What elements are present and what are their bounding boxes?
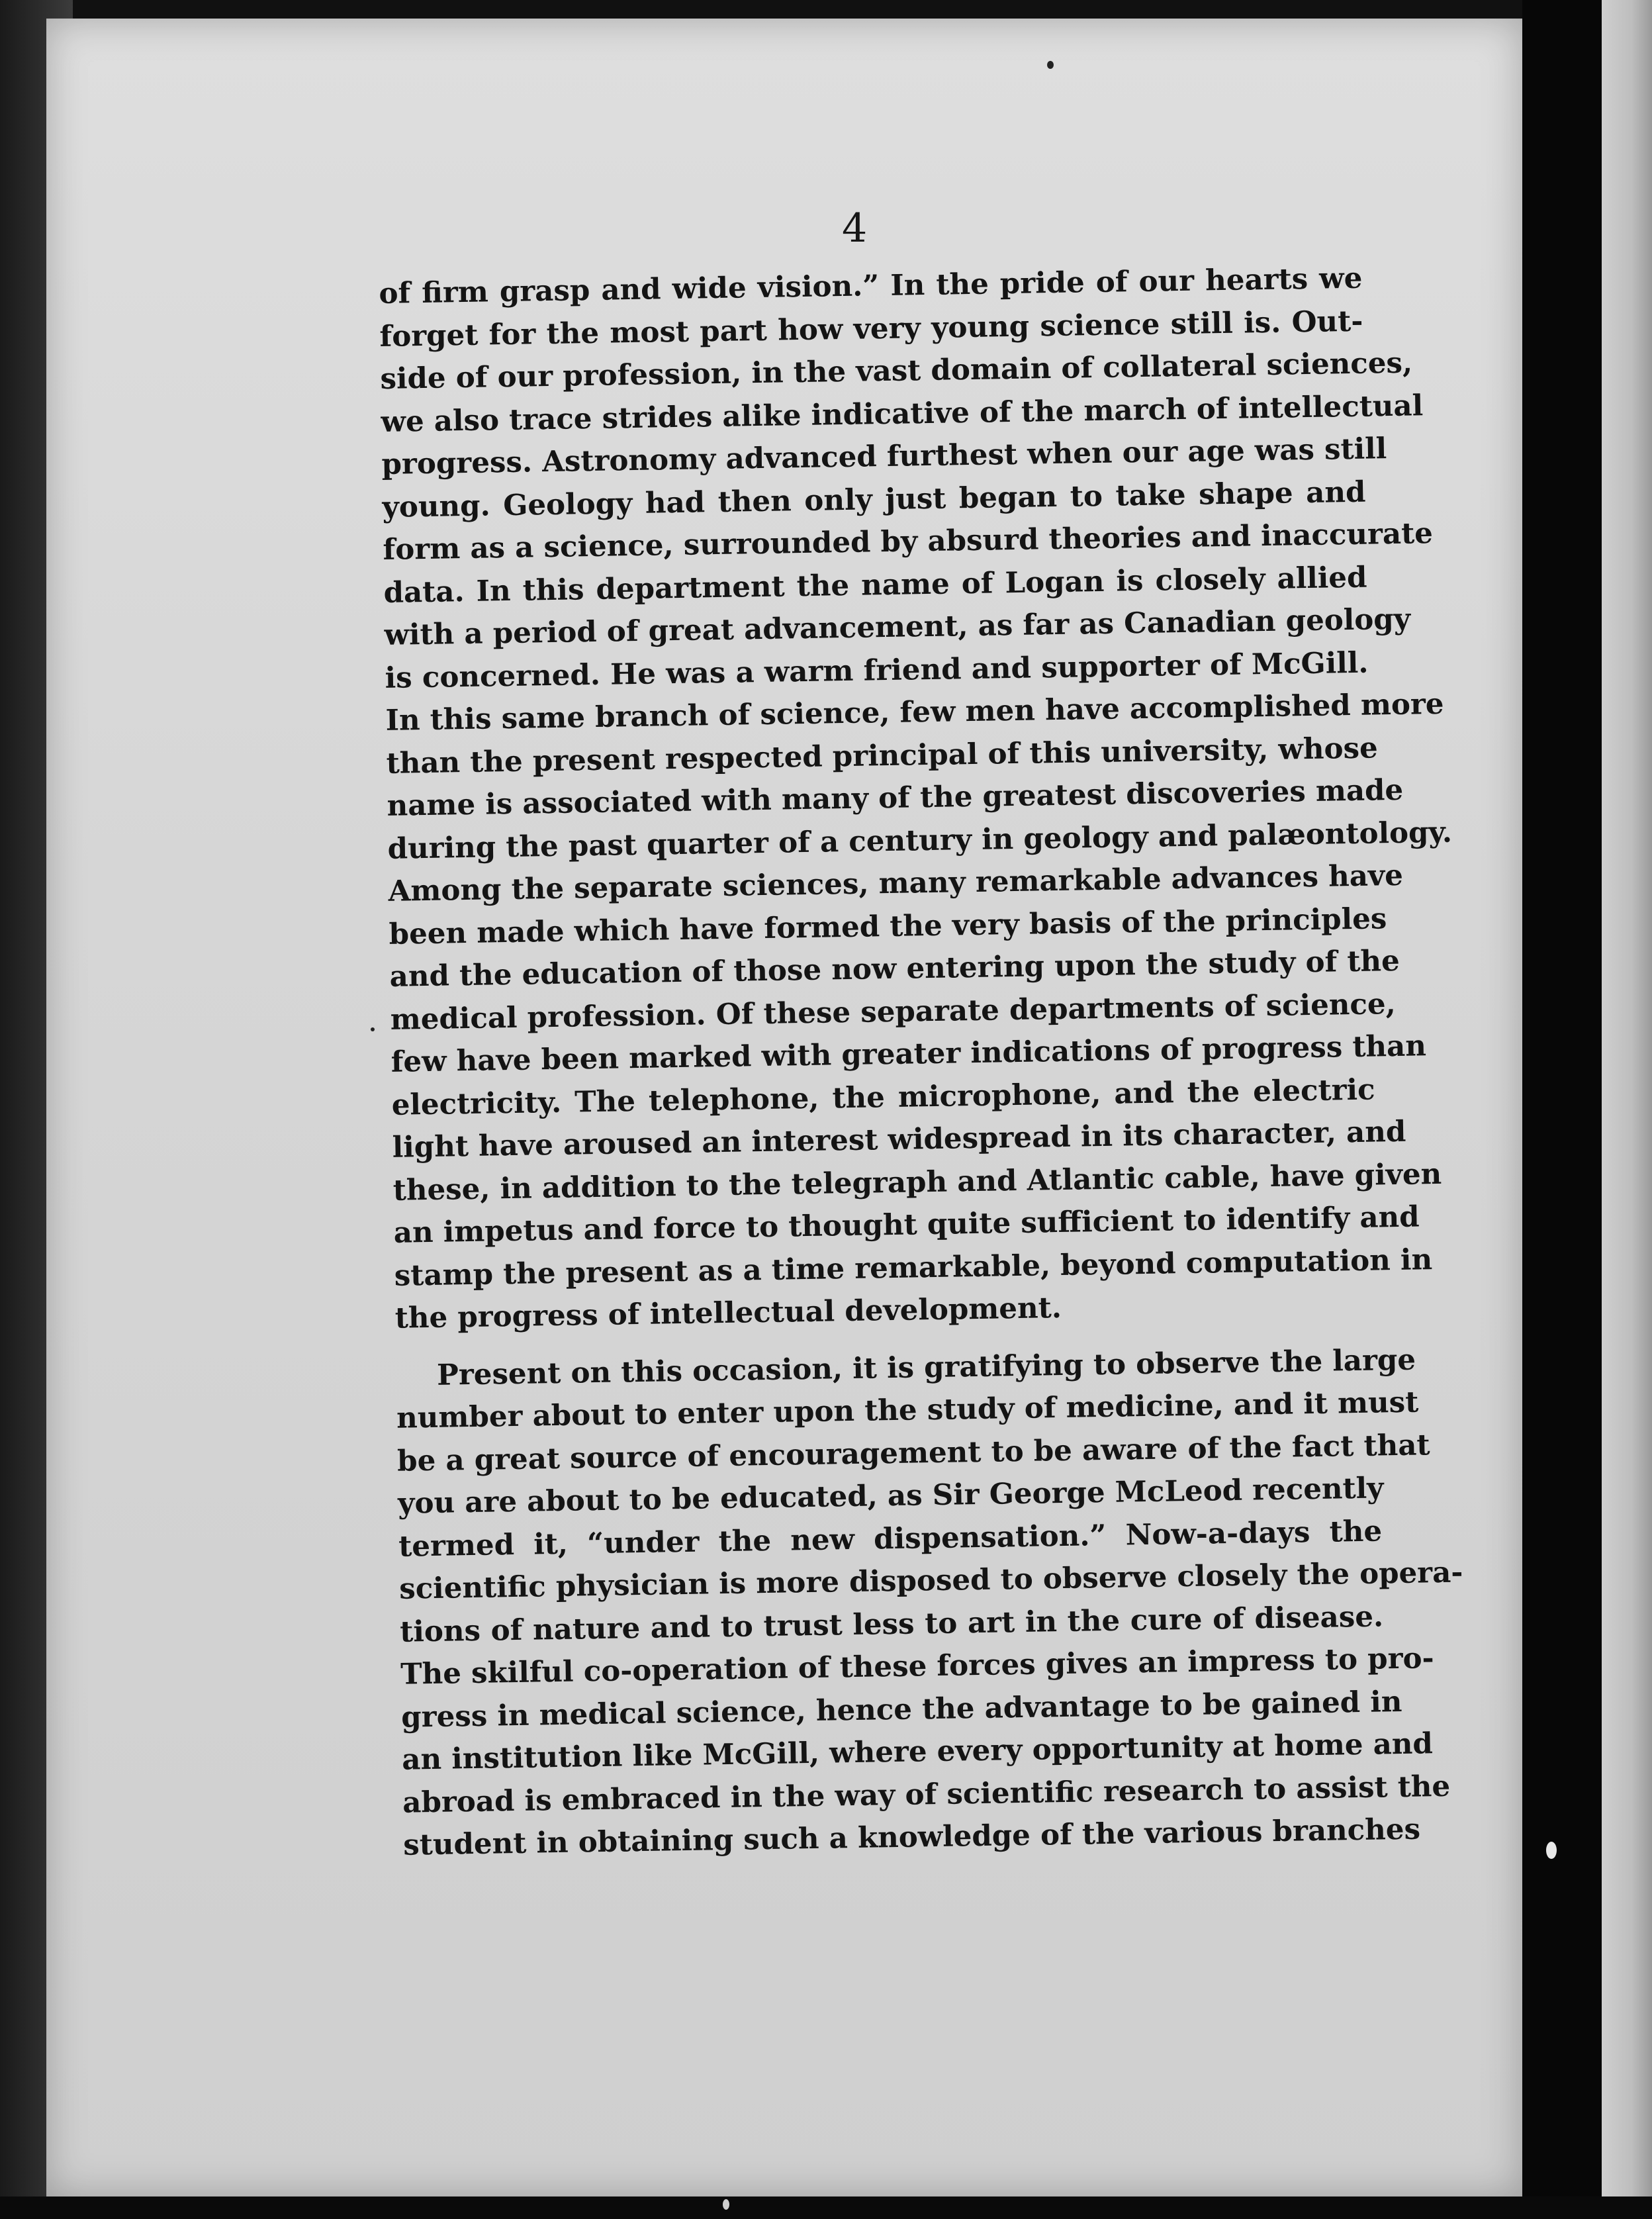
- text-line: gress in medical science, hence the advantage to be gained in: [400, 1684, 1402, 1734]
- text-line: is concerned. He was a warm friend and supporter of McGill.: [385, 645, 1369, 695]
- text-line: termed it, “under the new dispensation.” Now-a-days the: [398, 1513, 1383, 1564]
- text-line: with a period of great advancement, as far as Canadian geology: [384, 602, 1411, 652]
- text-line: forget for the most part how very young science still is. Out-: [379, 304, 1363, 354]
- text-line: been made which have formed the very basis of the principles: [389, 901, 1387, 951]
- ink-speck: [371, 1027, 375, 1031]
- paragraph-2: [396, 1339, 1463, 1867]
- text-line: young. Geology had then only just began to take shape and: [382, 475, 1366, 524]
- text-line: student in obtaining such a knowledge of the various branches: [402, 1812, 1421, 1862]
- text-line: abroad is embraced in the way of scientific research to assist the: [402, 1769, 1451, 1820]
- body-text: [379, 258, 1463, 1867]
- text-line: form as a science, surrounded by absurd theories and inaccurate: [383, 516, 1434, 567]
- ink-speck: [723, 2199, 729, 2210]
- text-line: scientific physician is more disposed to observe closely the opera-: [398, 1555, 1463, 1606]
- text-line: these, in addition to the telegraph and Atlantic cable, have given: [392, 1157, 1442, 1207]
- text-line: and the education of those now entering upon the study of the: [389, 943, 1400, 994]
- scan-bottom-border: [0, 2196, 1652, 2219]
- text-line: In this same branch of science, few men have accomplished more: [385, 686, 1444, 737]
- page-gutter-shadow: [1522, 0, 1602, 2219]
- text-line: tions of nature and to trust less to art in the cure of disease.: [399, 1599, 1384, 1649]
- paragraph-1: [379, 258, 1453, 1341]
- text-line: Present on this occasion, it is gratifying to observe the large: [436, 1343, 1416, 1392]
- text-line: side of our profession, in the vast domain of collateral sciences,: [380, 346, 1413, 396]
- ink-speck: [1546, 1842, 1557, 1859]
- text-line: the progress of intellectual development.: [394, 1290, 1062, 1335]
- text-line: The skilful co-operation of these forces gives an impress to pro-: [400, 1641, 1434, 1691]
- text-line: data. In this department the name of Logan is closely allied: [383, 560, 1367, 610]
- text-line: progress. Astronomy advanced furthest when our age was still: [381, 432, 1387, 481]
- text-line: than the present respected principal of this university, whose: [386, 730, 1379, 780]
- text-line: of firm grasp and wide vision.” In the pride of our hearts we: [379, 261, 1363, 310]
- text-line: number about to enter upon the study of medicine, and it must: [396, 1385, 1419, 1435]
- text-line: light have aroused an interest widespread in its character, and: [392, 1114, 1406, 1164]
- text-line: medical profession. Of these separate departments of science,: [390, 986, 1397, 1037]
- text-line: an institution like McGill, where every opportunity at home and: [401, 1726, 1434, 1777]
- page-number: 4: [842, 205, 868, 252]
- ink-speck: [1047, 61, 1054, 69]
- text-line: few have been marked with greater indications of progress than: [390, 1029, 1427, 1079]
- text-line: during the past quarter of a century in geology and palæontology.: [387, 815, 1453, 866]
- adjacent-page-edge: [1602, 0, 1652, 2219]
- text-line: stamp the present as a time remarkable, beyond computation in: [394, 1242, 1433, 1293]
- text-line: we also trace strides alike indicative of the march of intellectual: [381, 388, 1424, 439]
- text-line: name is associated with many of the greatest discoveries made: [387, 773, 1404, 823]
- text-line: be a great source of encouragement to be aware of the fact that: [396, 1427, 1430, 1478]
- text-line: Among the separate sciences, many remarkable advances have: [388, 858, 1404, 908]
- text-line: you are about to be educated, as Sir George McLeod recently: [397, 1471, 1384, 1521]
- text-line: electricity. The telephone, the microphone, and the electric: [391, 1072, 1375, 1122]
- text-line: an impetus and force to thought quite sufficient to identify and: [393, 1200, 1420, 1250]
